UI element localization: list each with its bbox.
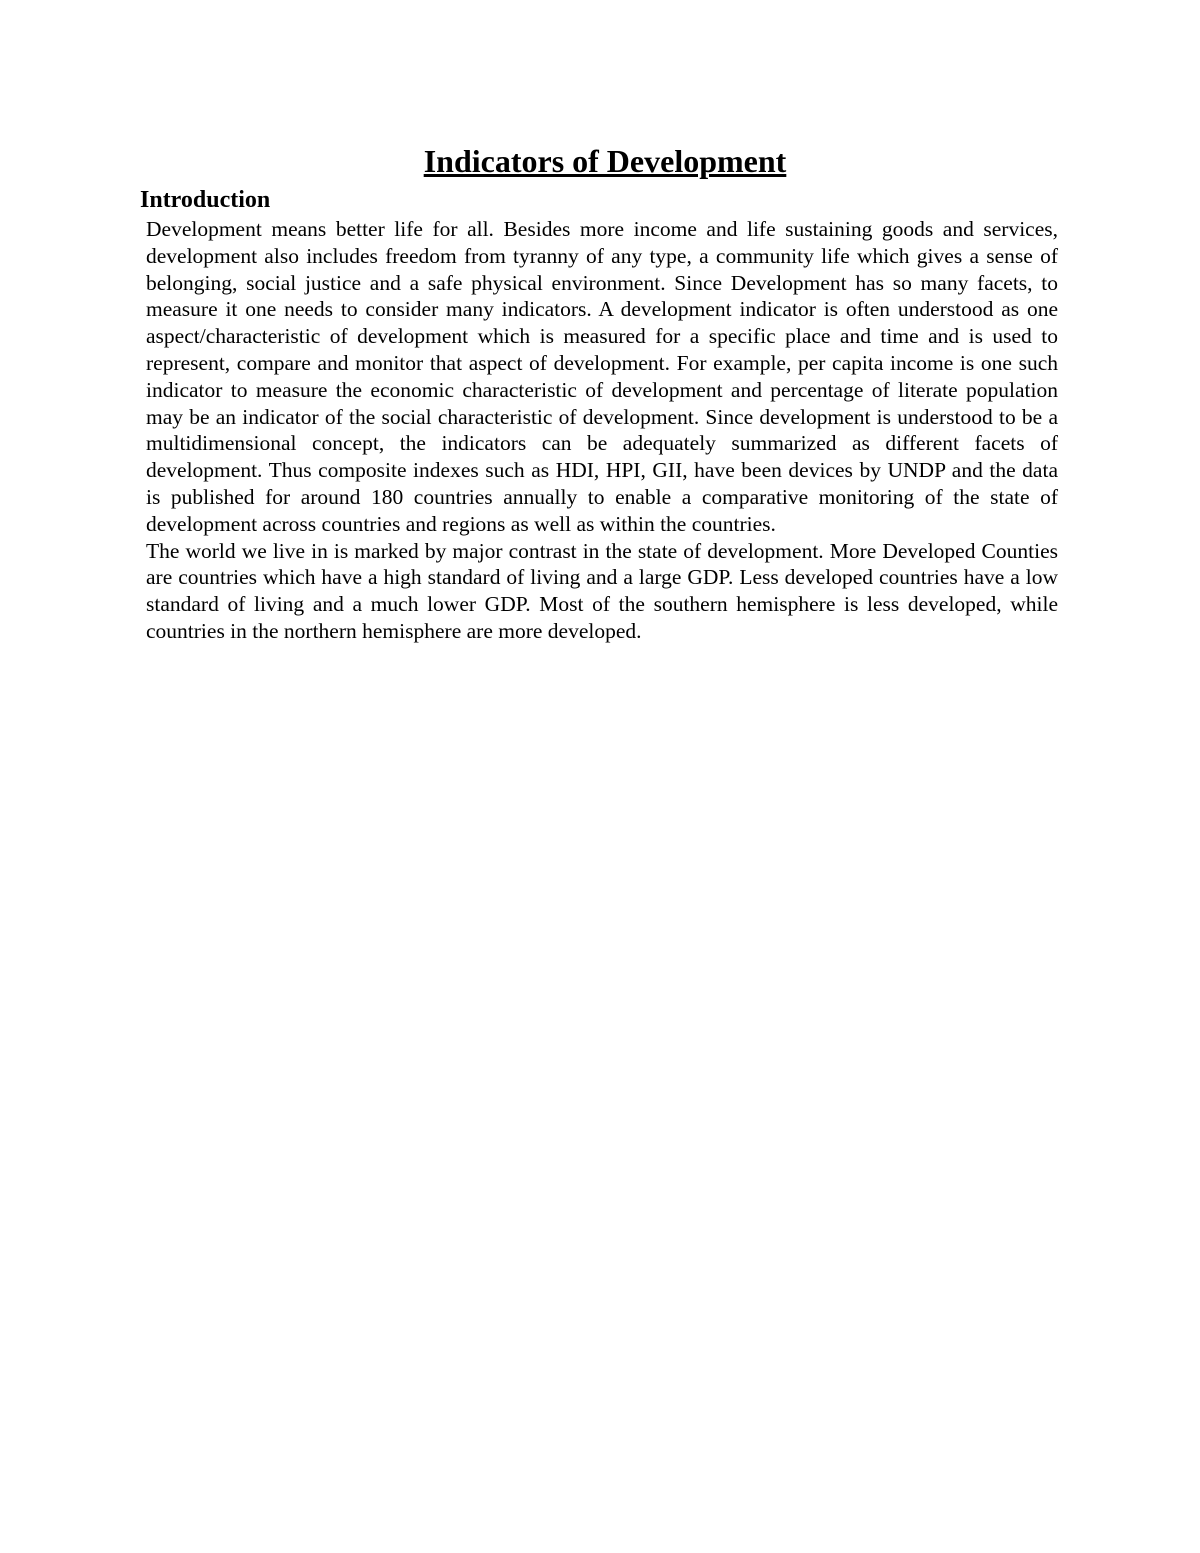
section-heading-introduction: Introduction: [140, 187, 271, 213]
paragraph-1: Development means better life for all. Besides more income and life sustaining goods and services, development also includes freedom from tyranny of any type, a community life which gives a sense of belonging, social justice and a safe physical environment. Since Development has so many facets, to measure it one needs to consider many indicators. A development indicator is often understood as one aspect/characteristic of development which is measured for a specific place and time and is used to represent, compare and monitor that aspect of development. For example, per capita income is one such indicator to measure the economic characteristic of development and percentage of literate population may be an indicator of the social characteristic of development. Since development is understood to be a multidimensional concept, the indicators can be adequately summarized as different facets of development. Thus composite indexes such as HDI, HPI, GII, have been devices by UNDP and the data is published for around 180 countries annually to enable a comparative monitoring of the state of development across countries and regions as well as within the countries.: [146, 217, 1058, 536]
paragraph-2: The world we live in is marked by major contrast in the state of development. More Developed Counties are countries which have a high standard of living and a large GDP. Less developed countries have a low standard of living and a much lower GDP. Most of the southern hemisphere is less developed, while countries in the northern hemisphere are more developed.: [146, 538, 1058, 643]
document-content: [140, 138, 1058, 645]
document-title: Indicators of Development: [423, 143, 787, 179]
